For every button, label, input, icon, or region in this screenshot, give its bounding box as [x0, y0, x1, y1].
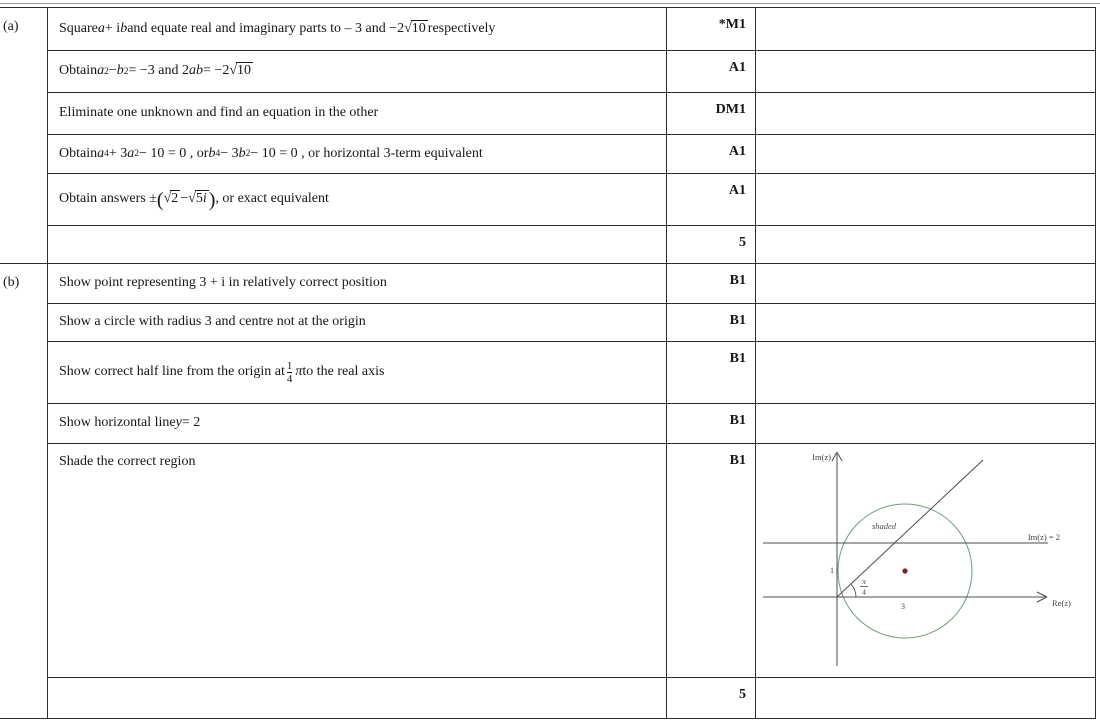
- criterion-text: Show point representing 3 + i in relatively correct position: [48, 264, 667, 304]
- part-total: 5: [667, 678, 756, 719]
- criterion-text: [48, 678, 667, 719]
- mark-cell: A1: [667, 174, 756, 226]
- criterion-text: Obtain a 4 + 3 a 2 − 10 = 0 , or b 4 − 3 b 2 − 10 = 0 , or horizontal 3-term equivalent: [48, 135, 667, 174]
- re-3-label: 3: [901, 602, 905, 611]
- re-axis-label: Re(z): [1052, 598, 1071, 608]
- mark-cell: B1: [667, 404, 756, 444]
- half-line: [837, 460, 983, 597]
- part-total: 5: [667, 226, 756, 264]
- mark-cell: B1: [667, 304, 756, 342]
- angle-label-denominator: 4: [862, 587, 866, 597]
- argand-diagram-svg: [756, 444, 1096, 677]
- answer-cell: [756, 8, 1096, 51]
- criterion-text: Square a + i b and equate real and imaginary parts to – 3 and −2 √10 respectively: [48, 8, 667, 51]
- part-label-a: (a): [0, 8, 48, 264]
- mark-scheme-table: [0, 7, 1096, 719]
- criterion-text: [48, 226, 667, 264]
- im-1-label: 1: [830, 566, 834, 575]
- im-axis-label: Im(z): [812, 452, 831, 462]
- hline-label: Im(z) = 2: [1027, 532, 1060, 542]
- answer-cell: [756, 342, 1096, 404]
- answer-cell: [756, 404, 1096, 444]
- criterion-text: Show horizontal line y = 2: [48, 404, 667, 444]
- mark-cell: B1: [667, 264, 756, 304]
- criterion-text: Show a circle with radius 3 and centre not at the origin: [48, 304, 667, 342]
- angle-arc: [850, 584, 856, 597]
- answer-cell: [756, 226, 1096, 264]
- answer-cell: [756, 174, 1096, 226]
- page-edge-line: [0, 3, 1100, 4]
- answer-cell: [756, 135, 1096, 174]
- mark-cell: *M1: [667, 8, 756, 51]
- criterion-text: Shade the correct region: [48, 444, 667, 678]
- mark-cell: A1: [667, 51, 756, 93]
- answer-cell: [756, 93, 1096, 135]
- answer-cell: [756, 678, 1096, 719]
- criterion-text: Show correct half line from the origin at 1 4 π to the real axis: [48, 342, 667, 404]
- part-label-b: (b): [0, 264, 48, 719]
- criterion-text: Obtain a 2 − b 2 = −3 and 2 ab = −2 √10: [48, 51, 667, 93]
- answer-cell: [756, 51, 1096, 93]
- criterion-text: Obtain answers ± ( √2 − √5i ) , or exact equivalent: [48, 174, 667, 226]
- shaded-label: shaded: [871, 521, 897, 531]
- centre-dot: [902, 568, 907, 573]
- criterion-text: Eliminate one unknown and find an equation in the other: [48, 93, 667, 135]
- mark-cell: A1: [667, 135, 756, 174]
- answer-cell: [756, 304, 1096, 342]
- argand-diagram: [756, 444, 1096, 678]
- angle-label-numerator: π: [862, 577, 866, 586]
- answer-cell: [756, 264, 1096, 304]
- mark-cell: B1: [667, 444, 756, 678]
- mark-cell: B1: [667, 342, 756, 404]
- mark-cell: DM1: [667, 93, 756, 135]
